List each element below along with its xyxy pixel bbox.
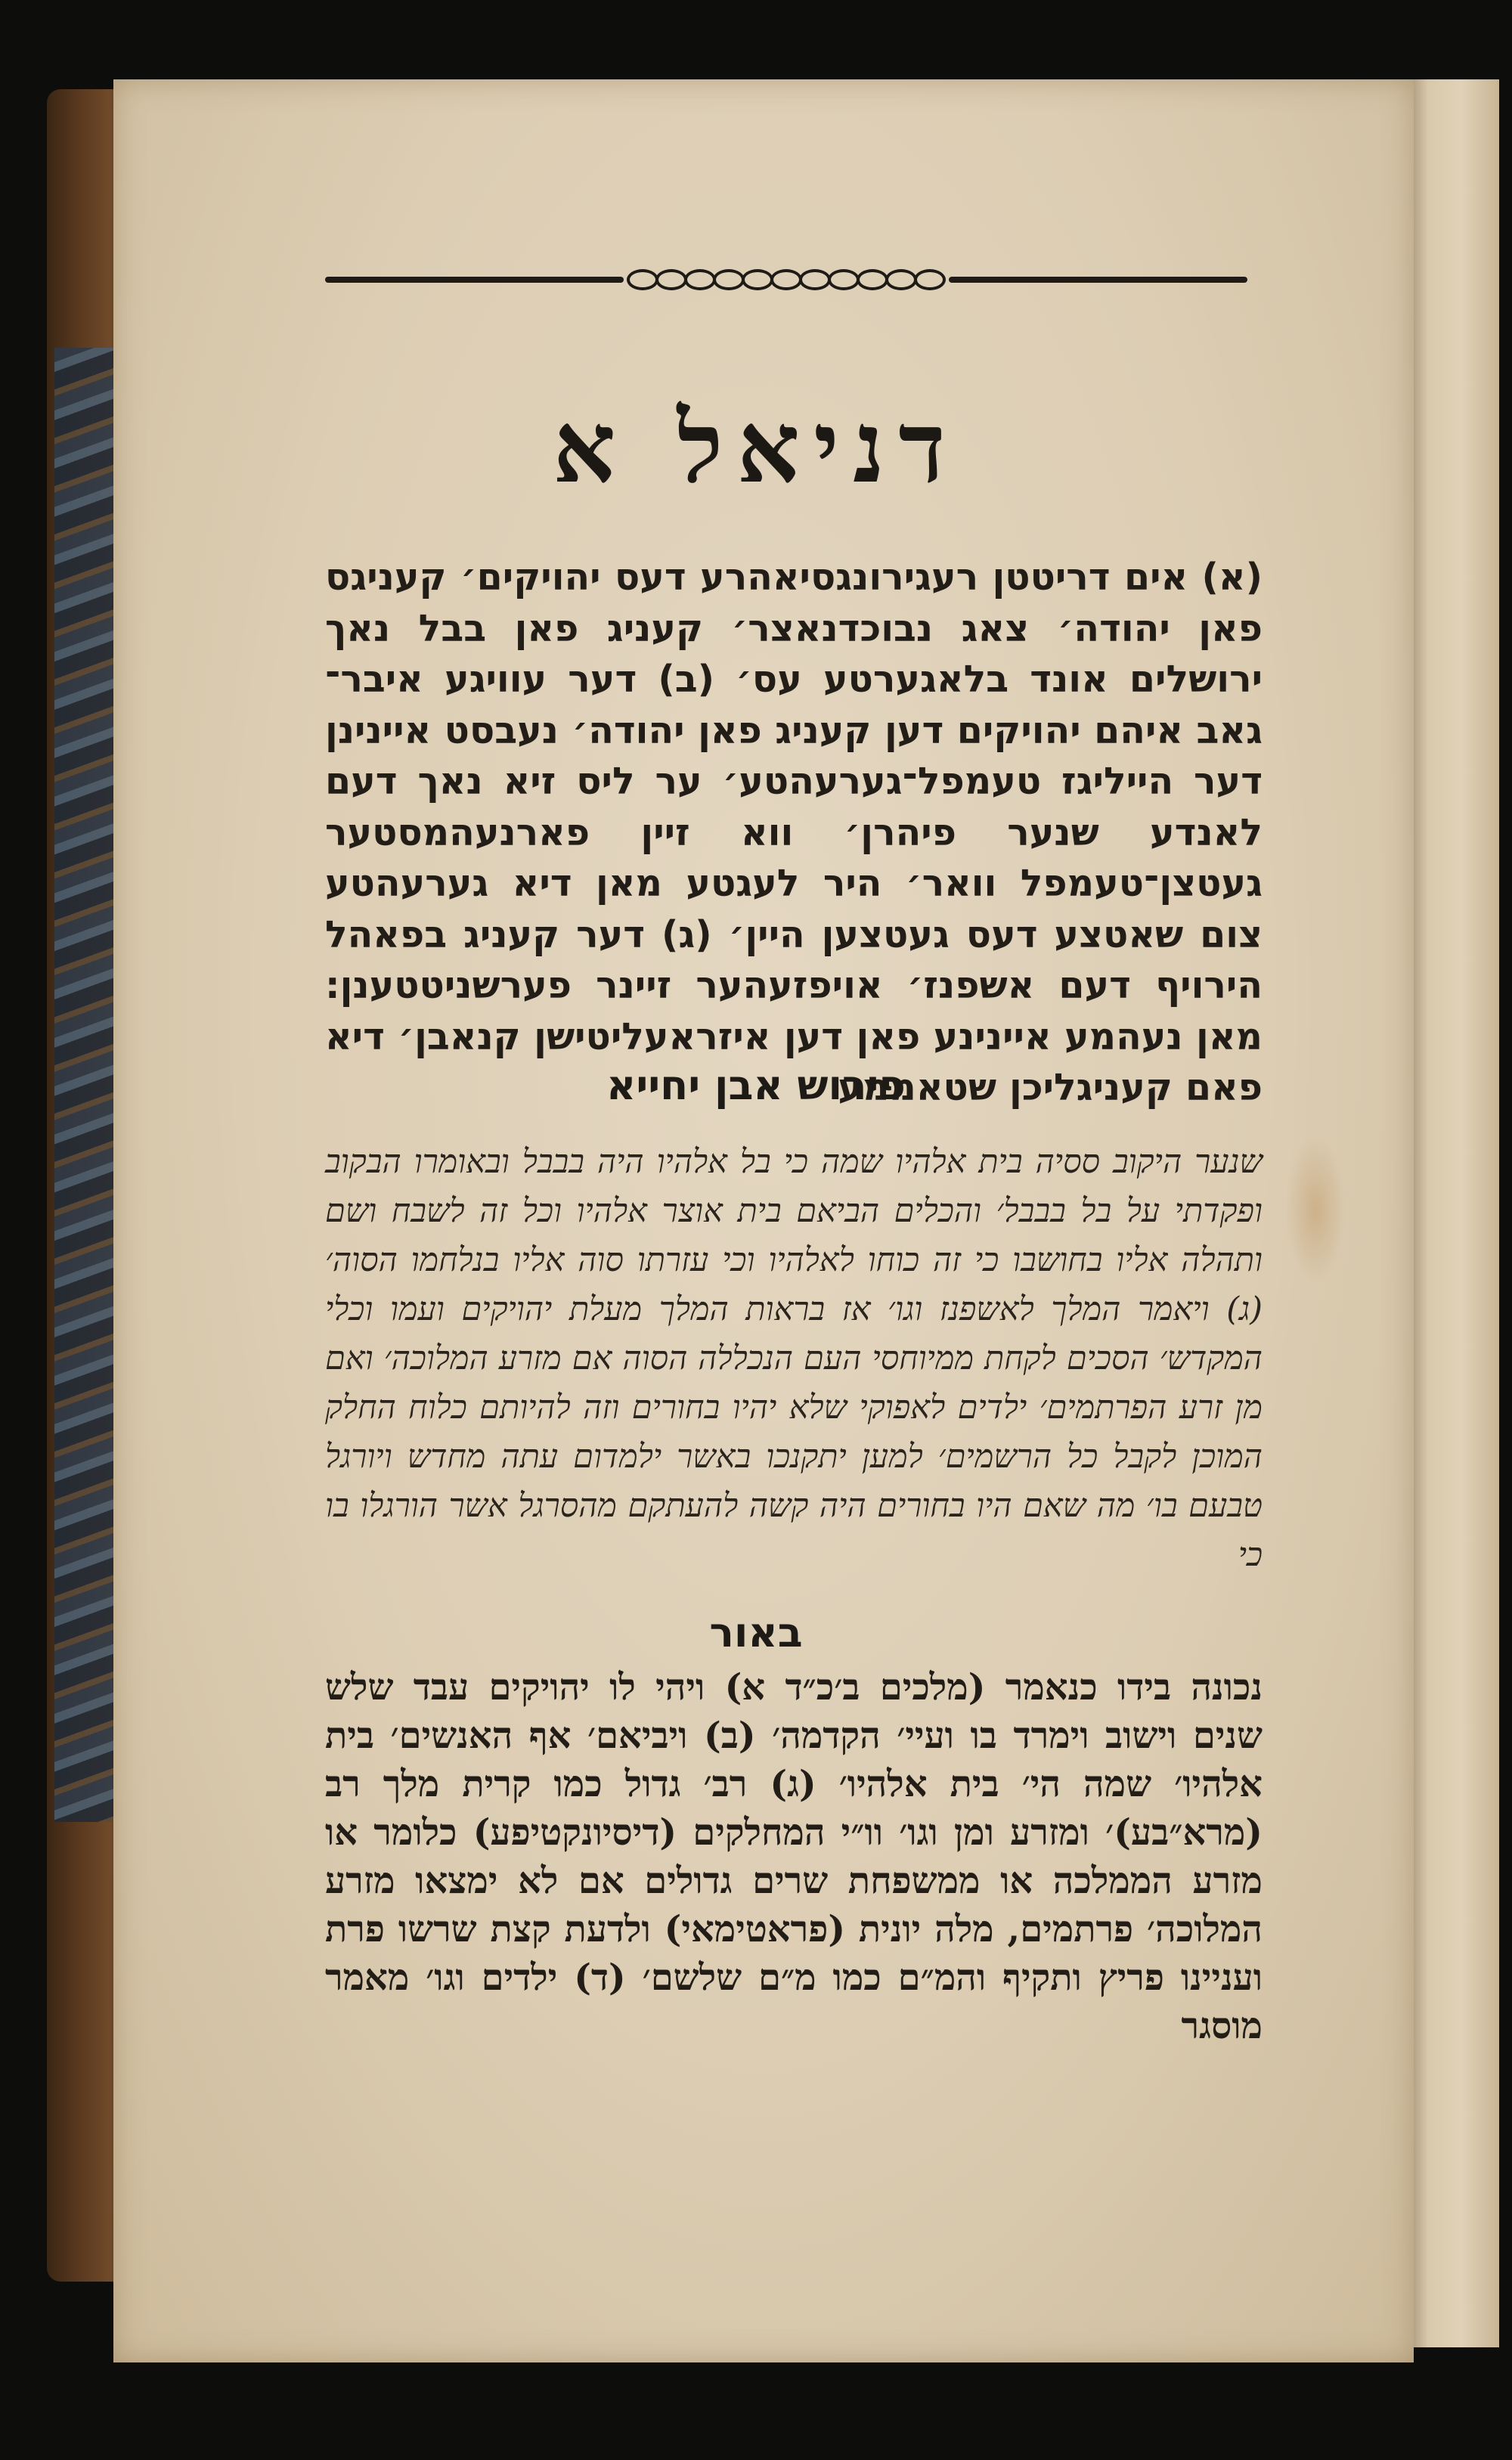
peirush-commentary-text [325, 1138, 1263, 1580]
yiddish-translation-text [325, 552, 1263, 1114]
peirush-paragraph: שנער היקוב ססיה בית אלהיו שמה כי בל אלהיו היה בבבל ובאומרו הבקוב ופקדתי על בל בבבל׳ והכלים הביאם בית אוצר אלהיו וכל זה לשבח ושם ותהלה אליו בחושבו כי זה כוחו לאלהיו וכי עזרתו סוה אליו בנלחמו הסוה׳ (ג) ויאמר המלך לאשפנז וגו׳ אז בראות המלך מעלת יהויקים ועמו וכלי המקדש׳ הסכים לקחת ממיוחסי העם הנכללה הסוה אם מזרע המלוכה׳ ואם מן זרע הפרתמים׳ ילדים לאפוקי שלא יהיו בחורים וזה להיותם כלוח החלק המוכן לקבל כל הרשמים׳ למען יתקנכו באשר ילמדום עתה מחדש ויורגל טבעם בו׳ מה שאם היו בחורים היה קשה להעתקם מהסרגל אשר הורגלו בו כי [325, 1143, 1263, 1574]
decorative-rule [325, 265, 1247, 295]
biur-heading: באור [709, 1609, 803, 1656]
yiddish-paragraph: (א) אים דריטטן רעגירונגסיאהרע דעס יהויקים׳ קעניגס פאן יהודה׳ צאג נבוכדנאצר׳ קעניג פאן בבל נאך ירושלים אונד בלאגערטע עס׳ (ב) דער עוויגע איבר־ גאב איהם יהויקים דען קעניג פאן יהודה׳ נעבסט איינינן דער הייליגז טעמפל־גערעהטע׳ ער ליס זיא נאך דעם לאנדע שנער פיהרן׳ ווא זיין פארנעהמסטער געטצן־טעמפל וואר׳ היר לעגטע מאן דיא גערעהטע צום שאטצע דעס געטצען היין׳ (ג) דער קעניג בפאהל הירויף דעם אשפנז׳ אויפזעהער זיינר פערשניטטענן: מאן נעהמע איינינע פאן דען איזראעליטישן קנאבן׳ דיא פאם קעניגליכן שטאממע [325, 556, 1263, 1109]
chapter-title: דניאל א [553, 389, 959, 505]
biur-paragraph: נכונה בידו כנאמר (מלכים ב׳כ״ד א) ויהי לו יהויקים עבד שלש שנים וישוב וימרד בו ועיי׳ הקדמה׳ (ב) ויביאם׳ אף האנשים׳ בית אלהיו׳ שמה הי׳ בית אלהיו׳ (ג) רב׳ גדול כמו קרית מלך רב (מרא״בע)׳ ומזרע ומן וגו׳ וו״י המחלקים (דיסיונקטיפע) כלומר או מזרע הממלכה או ממשפחת שרים גדולים אם לא ימצאו מזרע המלוכה׳ פרתמים, מלה יונית (פראטימאי) ולדעת קצת שרשו פרת ועניינו פריץ ותקיף והמ״ם כמו מ״ם שלשם׳ (ד) ילדים וגו׳ מאמר מוסגר [325, 1666, 1263, 2047]
page-stain [1285, 1134, 1346, 1285]
biur-commentary-text [325, 1663, 1263, 2050]
peirush-heading: פירוש אבן יחייא [606, 1061, 906, 1109]
